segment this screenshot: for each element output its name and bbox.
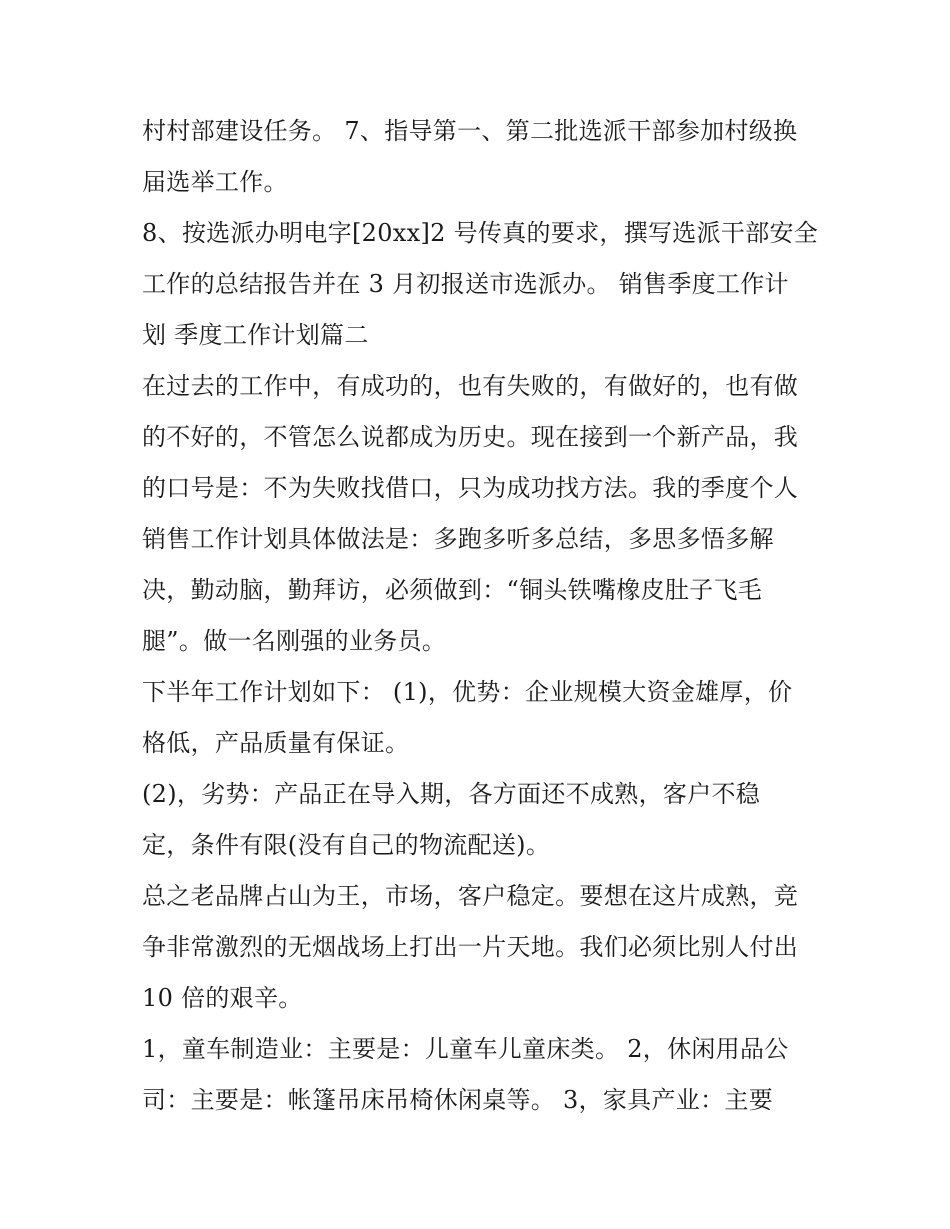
text-line: 格低，产品质量有保证。 [142,729,410,757]
text-line: 争非常激烈的无烟战场上打出一片天地。我们必须比别人付出 [142,933,799,961]
document-body [142,106,822,1126]
text-line: 10 倍的艰辛。 [142,984,303,1012]
text-line: 划 季度工作计划篇二 [142,321,369,349]
text-line: 工作的总结报告并在 3 月初报送市选派办。 销售季度工作计 [142,270,789,298]
text-line: 定，条件有限(没有自己的物流配送)。 [142,831,551,859]
text-line: 8、按选派办明电字[20xx]2 号传真的要求，撰写选派干部安全 [142,219,819,247]
text-line: 总之老品牌占山为王，市场，客户稳定。要想在这片成熟，竞 [142,882,799,910]
text-line: 销售工作计划具体做法是：多跑多听多总结，多思多悟多解 [142,525,774,553]
text-line: 下半年工作计划如下： (1)，优势：企业规模大资金雄厚，价 [142,678,793,706]
text-line: 的不好的，不管怎么说都成为历史。现在接到一个新产品，我 [142,423,799,451]
text-line: 的口号是：不为失败找借口，只为成功找方法。我的季度个人 [142,474,799,502]
text-line: 司：主要是：帐篷吊床吊椅休闲桌等。 3，家具产业：主要 [142,1086,773,1114]
text-line: 1，童车制造业：主要是：儿童车儿童床类。 2，休闲用品公 [142,1035,789,1063]
text-line: 决，勤动脑，勤拜访，必须做到：“铜头铁嘴橡皮肚子飞毛 [142,576,763,604]
text-line: (2)，劣势：产品正在导入期，各方面还不成熟，客户不稳 [142,780,761,808]
text-line: 村村部建设任务。 7、指导第一、第二批选派干部参加村级换 [142,117,798,145]
text-line: 届选举工作。 [142,168,288,196]
text-line: 腿”。做一名刚强的业务员。 [142,627,447,655]
text-line: 在过去的工作中，有成功的，也有失败的，有做好的，也有做 [142,372,799,400]
